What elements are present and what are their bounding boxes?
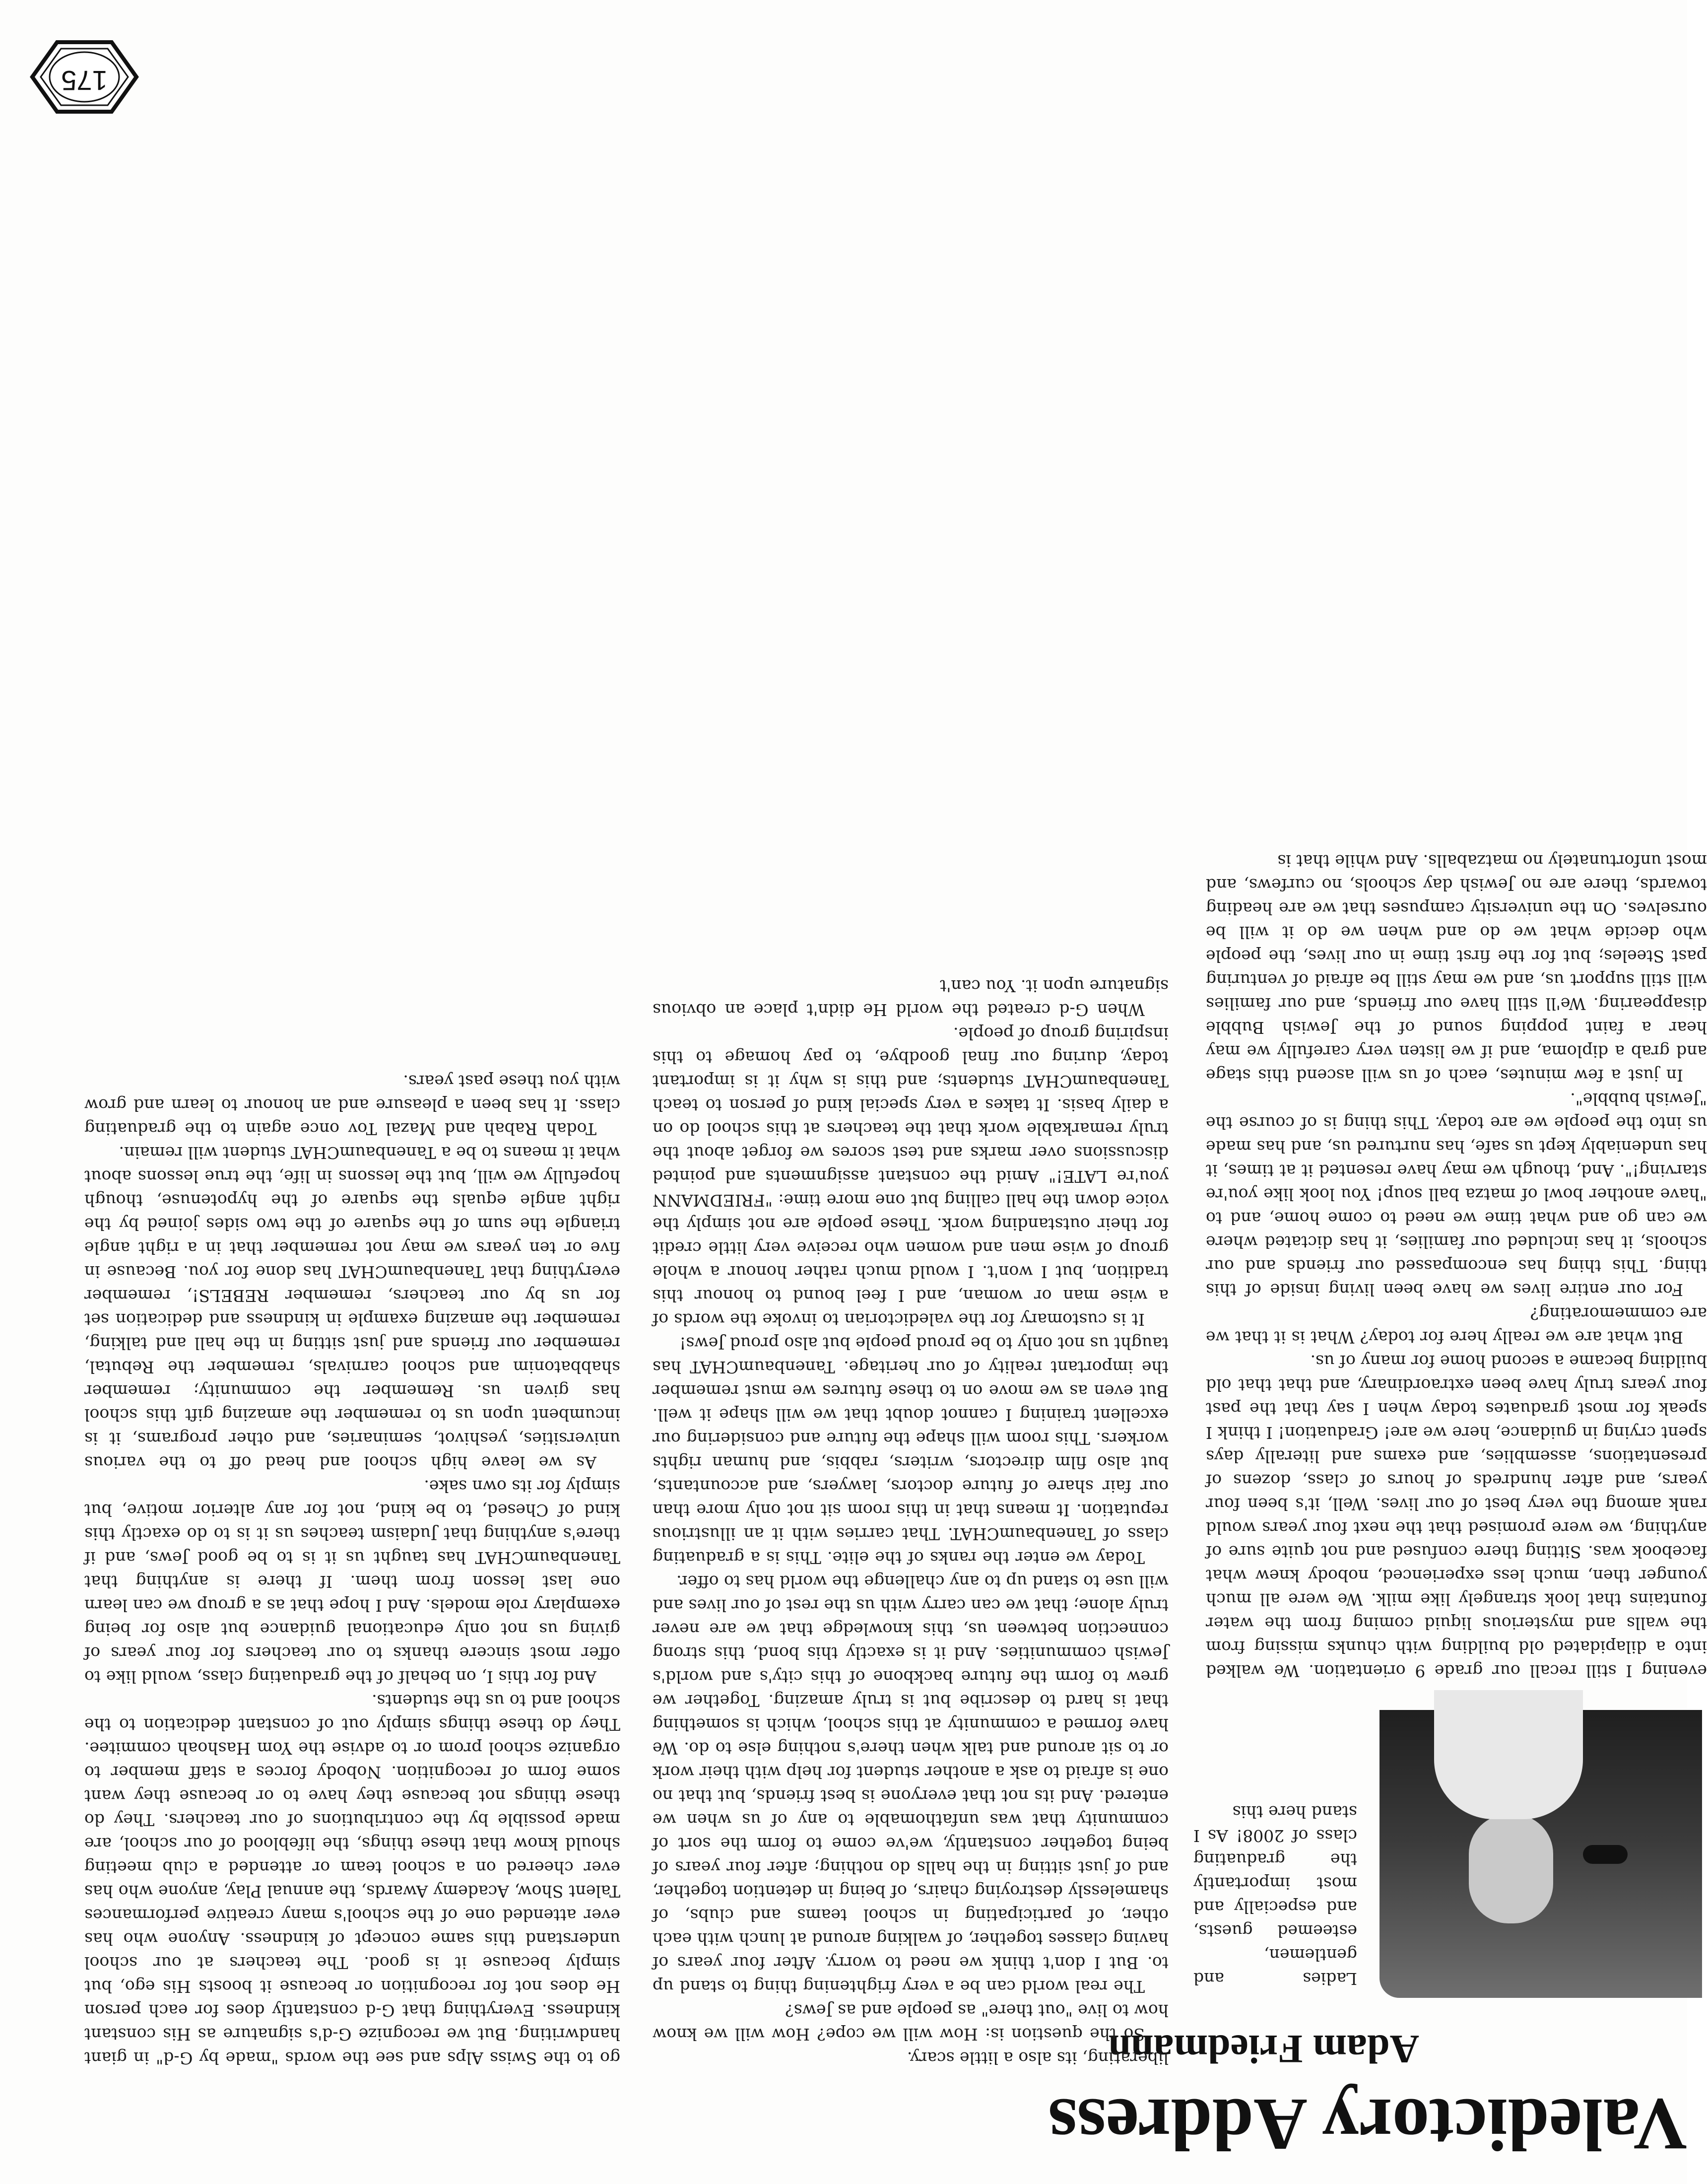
paragraph: And for this I, on behalf of the graduating class, would like to offer most sincere thanks to our teachers for four years of giving us not only educational guidance but also for being exemplary role models. And I hope that as a group we can learn one last lesson from them. If there is anything that TanenbaumCHAT has taught us it is to be good Jews, and if there's anything that Judaism teaches us it is to do exactly this kind of Chesed, to be kind, not for any alterior motive, but simply for its own sake. — [84, 1477, 620, 1687]
paragraph: go to the Swiss Alps and see the words "made by G-d" in giant handwriting. But we recognize G-d's signature as His constant kindness. Everything that G-d constantly does for each person He does not for recognition or because it boosts His ego, but simply because it is good. The teachers at our school understand this same concept of kindness. Anyone who has ever attended one of the school's many creative performances Talent Show, Academy Awards, the annual Play, anyone who has ever cheered on a school team or attended a club meeting should know that these things, the lifeblood of our school, are made possible by the contributions of our teachers. They do these things not because they have to or because they want some form of recognition. Nobody forces a staff member to organize school prom or to advise the Yom Hashoah commitee. They do these things simply out of constant dedication to the school and to us the students. — [84, 1691, 620, 2068]
page-title: Valedictory Address — [1048, 2083, 1687, 2166]
paragraph: In just a few minutes, each of us will ascend this stage and grab a diploma, and if we listen very carefully we may hear a faint popping sound of the Jewish Bubble disappearing. We'll still have our friends, and our families will still support us, and we may still be afraid of venturing past Steeles; but for the first time in our lives, the people who decide what we do and when we do it will be ourselves. On the university campuses that we are heading towards, there are no Jewish day schools, no curfews, and most unfortunately no matzaballs. And while that is — [1206, 851, 1707, 1085]
paragraph: But what are we really here for today? What is it that we are commemorating? — [1206, 1304, 1707, 1347]
text-column-1 — [1206, 849, 1707, 1683]
paragraph: It is customary for the valedictorian to invoke the words of a wise man or woman, and I feel bound to honour this tradition, but I won't. I would much rather honour a whole group of wise men and women who receive very little credit for their outstanding work. These people are not simply the voice down the hall calling but one more time: "FRIEDMANN you're LATE!" Amid the constant assignments and pointed discussions over marks and test scores we forget about the truly remarkable work that the teachers at this school do on a daily basis. It takes a very special kind of person to teach TanenbaumCHAT students; and this is why it is important today, during our final goodbye, to pay homage to this inspiring group of people. — [653, 1024, 1169, 1329]
page-number: 175 — [61, 65, 108, 96]
microphone-icon — [1583, 1845, 1628, 1864]
paragraph: evening I still recall our grade 9 orientation. We walked into a dilapidated old building with chunks missing from the walls and mysterious liquid coming from the water fountains that look strangely like milk. We were all much younger then, much less experienced, nobody knew what facebook was. Sitting there confused and not quite sure of anything, we were promised that the next four years would rank among the very best of our lives. Well, it's been four years, and after hundreds of hours of class, dozens of presentations, assemblies, and exams and literally days spent crying in guidance, here we are! Graduation! I think I speak for most graduates today when I say that the past four years truly have been extraordinary, and that that old building became a second home for many of us. — [1206, 1352, 1707, 1681]
paragraph: Today we enter the ranks of the elite. This is a graduating class of TanenbaumCHAT. That carries with it an illustrious reputation. It means that in this room sit not only more than our fair share of future doctors, lawyers, and accountants, but also film directors, writers, rabbis, and human rights workers. This room will shape the future and considering our excellent training I cannot doubt that we will shape it well. But even as we move on to these futures we must remember the important reality of our heritage. TanenbaumCHAT has taught us not only to be proud people but also proud Jews! — [653, 1334, 1169, 1568]
speaker-shirt-shape — [1434, 1690, 1583, 1819]
paragraph: As we leave high school and head off to the various universities, yeshivot, seminaries, and other programs, it is incumbent upon us to remember the amazing gift this school has given us. Remember the community; remember shabbatonim and school carnivals, remember the Rebutal, remember our friends and just sitting in the hall and talking, remember the amazing example in kindness and dedication set for us by our teachers, remember REBELS!, remember everything that TanenbaumCHAT has done for you. Because in five or ten years we may not remember that in a right angle triangle the sum of the square of the two sides joined by the right angle equals the square of the hypotenuse, though hopefully we will, but the lessons in life, the true lessons about what it means to be a TanenbaumCHAT student will remain. — [84, 1143, 620, 1472]
text-column-2 — [653, 974, 1169, 2070]
paragraph: The real world can be a very frightening thing to stand up to. But I don't think we need to worry. After four years of having classes together, of walking around at lunch with each other, of participating in school teams and clubs, of shamelessly destroying chairs, of being in detention together, and of just sitting in the halls do nothing; after four years of being together constantly, we've come to form the sort of community that was unfathomable to any of us when we entered. And its not that everyone is best friends, but that no one is afraid to ask a another student for help with their work or to sit around and talk when there's nothing else to do. We have formed a community at this school, which is something that is hard to describe but is truly amazing. Together we grew to form the future backbone of this city's and world's Jewish communities. And it is exactly this bond, this strong connection between us, this knowledge that we are never truly alone; that we can carry with us the rest of our lives and will use to stand up to any challenge the world has to offer. — [653, 1572, 1169, 1996]
author-name: Adam Friedmann — [1108, 2027, 1419, 2072]
paragraph: liberating, its also a little scary. — [907, 2048, 1169, 2068]
text-column-3 — [84, 1069, 620, 2070]
speaker-head-shape — [1469, 1814, 1553, 1923]
paragraph: So the question is: How will we cope? How will we know how to live "out there" as people and as Jews? — [653, 2001, 1169, 2044]
speaker-photo — [1379, 1710, 1702, 1998]
paragraph: For our entire lives we have been living inside of this thing. This thing has encompassed our friends and our schools, it has included our families, it has dictated where we can go and what time we need to come home, and to "have another bowl of matza ball soup! You look like you're starving!". And, though we may have resented it at times, it has undeniably kept us safe, has nurtured us, and has made us into the people we are today. This thing is of course the "Jewish bubble". — [1206, 1090, 1707, 1299]
paragraph: Todah Rabah and Mazal Tov once again to the graduating class. It has been a pleasure and an honour to learn and grow with you these past years. — [84, 1072, 620, 1139]
paragraph: When G-d created the world He didn't place an obvious signature upon it. You can't — [653, 976, 1169, 1020]
intro-text: Ladies and gentlemen, esteemed guests, and especially and most importantly the graduating class of 2008! As I stand here this — [1193, 1802, 1357, 1988]
